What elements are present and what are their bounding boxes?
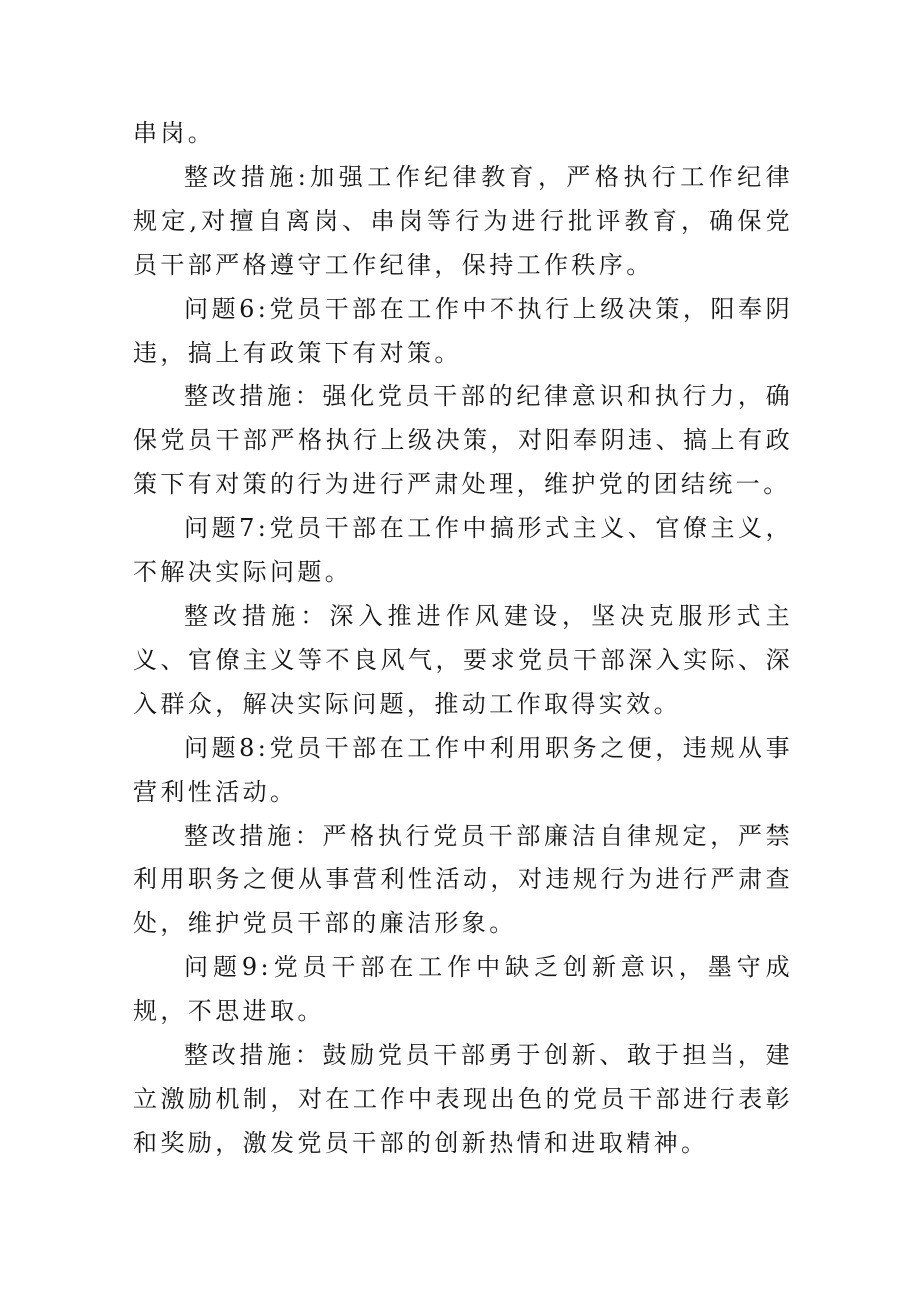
paragraph-problem-9: 问题9:党员干部在工作中缺乏创新意识，墨守成规，不思进取。 — [133, 953, 793, 1026]
document-body — [133, 112, 793, 1166]
paragraph-rectification-measure: 整改措施:加强工作纪律教育，严格执行工作纪律规定,对擅自离岗、串岗等行为进行批评教育，确保党员干部严格遵守工作纪律，保持工作秩序。 — [133, 162, 793, 279]
paragraph-rectification-measure: 整改措施：鼓励党员干部勇于创新、敢于担当，建立激励机制，对在工作中表现出色的党员干部进行表彰和奖励，激发党员干部的创新热情和进取精神。 — [133, 1041, 793, 1157]
paragraph-rectification-measure: 整改措施：严格执行党员干部廉洁自律规定，严禁利用职务之便从事营利性活动，对违规行为进行严肃查处，维护党员干部的廉洁形象。 — [133, 821, 793, 938]
paragraph-rectification-measure: 整改措施：深入推进作风建设，坚决克服形式主义、官僚主义等不良风气，要求党员干部深入实际、深入群众，解决实际问题，推动工作取得实效。 — [133, 601, 793, 718]
paragraph-continuation: 串岗。 — [133, 119, 216, 147]
paragraph-problem-6: 问题6:党员干部在工作中不执行上级决策，阳奉阴违，搞上有政策下有对策。 — [133, 294, 793, 367]
paragraph-rectification-measure: 整改措施：强化党员干部的纪律意识和执行力，确保党员干部严格执行上级决策，对阳奉阴违、搞上有政策下有对策的行为进行严肃处理，维护党的团结统一。 — [133, 382, 793, 499]
paragraph-problem-8: 问题8:党员干部在工作中利用职务之便，违规从事营利性活动。 — [133, 733, 793, 806]
paragraph-problem-7: 问题7:党员干部在工作中搞形式主义、官僚主义，不解决实际问题。 — [133, 514, 793, 587]
